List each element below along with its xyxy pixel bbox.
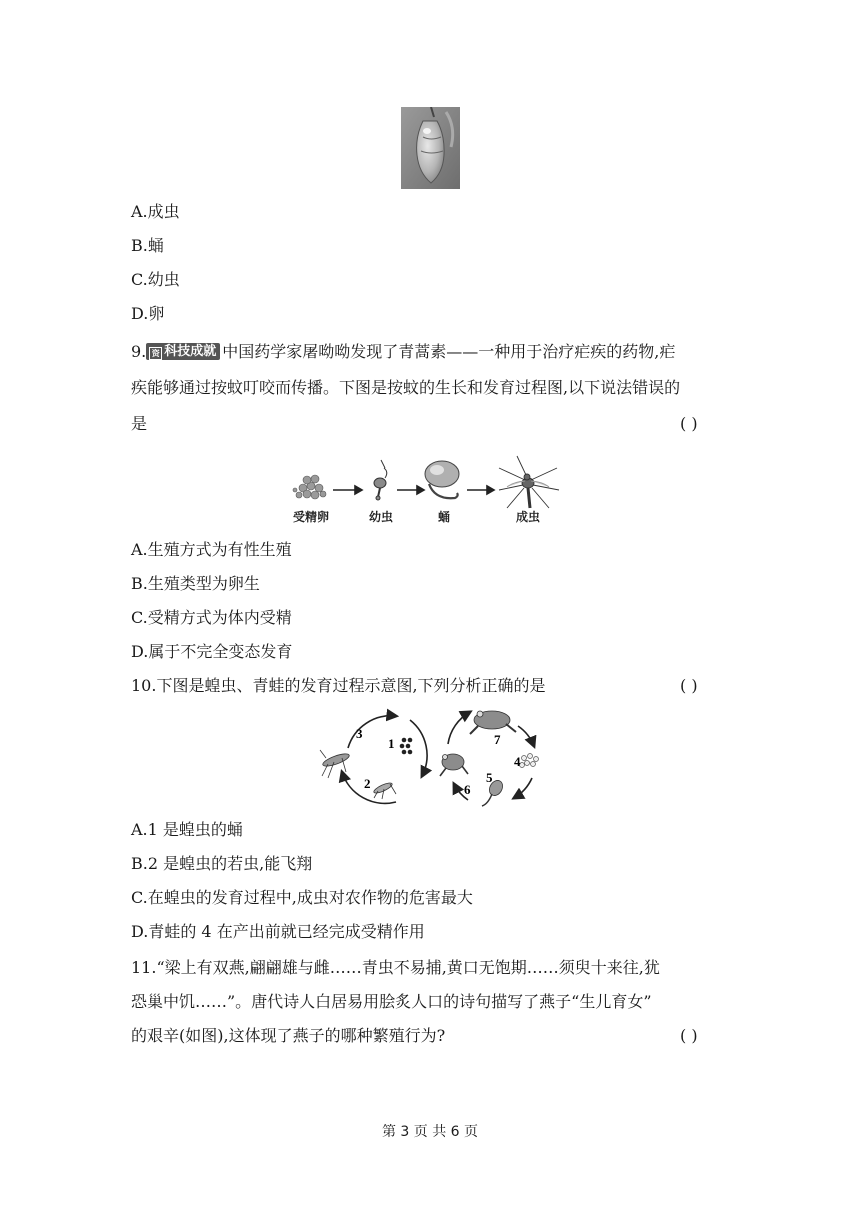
froglet-icon: [440, 754, 468, 776]
frog-adult-icon: [470, 711, 516, 734]
q9-stem-line3: 是: [131, 414, 148, 433]
q9-option-a: A.生殖方式为有性生殖: [131, 540, 292, 559]
frog-eggs-icon: [520, 754, 539, 768]
q10-stem: 10.下图是蝗虫、青蛙的发育过程示意图,下列分析正确的是: [131, 676, 546, 695]
q9-answer-bracket: ( ): [680, 414, 698, 433]
q9-option-c: C.受精方式为体内受精: [131, 608, 292, 627]
arrow-icon: [333, 486, 362, 494]
cycle-number-2: 2: [364, 776, 371, 791]
cycle-number-3: 3: [356, 726, 363, 741]
arrow-icon: [467, 486, 494, 494]
cycle-number-6: 6: [464, 782, 471, 797]
q11-stem-line1: 11.“梁上有双燕,翩翩雄与雌……青虫不易捕,黄口无饱期……须臾十来往,犹: [131, 958, 660, 977]
cycle-number-5: 5: [486, 770, 493, 785]
stage-label-adult: 成虫: [515, 510, 541, 524]
tech-achievement-badge: [146, 343, 220, 360]
cycle-number-1: 1: [388, 736, 395, 751]
q11-stem-line3: 的艰辛(如图),这体现了燕子的哪种繁殖行为?: [131, 1026, 446, 1045]
badge-mark-icon: 资: [149, 347, 162, 360]
q9-number: 9.: [131, 342, 147, 361]
q10-answer-bracket: ( ): [680, 676, 698, 695]
q10-option-a: A.1 是蝗虫的蛹: [131, 820, 243, 839]
locust-nymph-icon: [373, 781, 396, 799]
cycle-number-7: 7: [494, 732, 501, 747]
q9-line1-text: 中国药学家屠呦呦发现了青蒿素——一种用于治疗疟疾的药物,疟: [222, 342, 676, 361]
stage-label-larva: 幼虫: [368, 510, 394, 524]
q10-option-b: B.2 是蝗虫的若虫,能飞翔: [131, 854, 313, 873]
frog-cycle: [440, 711, 539, 806]
badge-label: 科技成就: [164, 344, 217, 359]
cycle-number-4: 4: [514, 754, 521, 769]
q9-option-d: D.属于不完全变态发育: [131, 642, 293, 661]
stage-label-pupa: 蛹: [437, 510, 451, 524]
q9-stem-line1: [131, 341, 675, 363]
mosquito-icon: [499, 456, 559, 508]
q10-option-c: C.在蝗虫的发育过程中,成虫对农作物的危害最大: [131, 888, 473, 907]
mosquito-lifecycle-figure: [285, 450, 575, 530]
locust-cycle: [320, 716, 427, 804]
pupa-photo: [401, 107, 460, 189]
q11-stem-line2: 恐巢中饥……”。唐代诗人白居易用脍炙人口的诗句描写了燕子“生儿育女”: [131, 992, 652, 1011]
pupa-icon: [425, 461, 459, 498]
locust-eggs-icon: [400, 738, 413, 755]
q11-answer-bracket: ( ): [680, 1026, 698, 1045]
q10-option-d: D.青蛙的 4 在产出前就已经完成受精作用: [131, 922, 425, 941]
q9-option-b: B.生殖类型为卵生: [131, 574, 260, 593]
larva-icon: [374, 460, 387, 500]
stage-label-egg: 受精卵: [292, 510, 330, 524]
q8-option-c: C.幼虫: [131, 270, 180, 289]
locust-frog-lifecycle-figure: [318, 702, 546, 810]
q9-stem-line2: 疾能够通过按蚊叮咬而传播。下图是按蚊的生长和发育过程图,以下说法错误的: [131, 378, 681, 397]
arrow-icon: [397, 486, 424, 494]
egg-cluster-icon: [293, 475, 326, 499]
locust-adult-icon: [320, 750, 351, 778]
page-footer: 第 3 页 共 6 页: [381, 1124, 479, 1140]
q8-option-a: A.成虫: [131, 202, 180, 221]
q8-option-b: B.蛹: [131, 236, 164, 255]
q8-option-d: D.卵: [131, 304, 165, 323]
